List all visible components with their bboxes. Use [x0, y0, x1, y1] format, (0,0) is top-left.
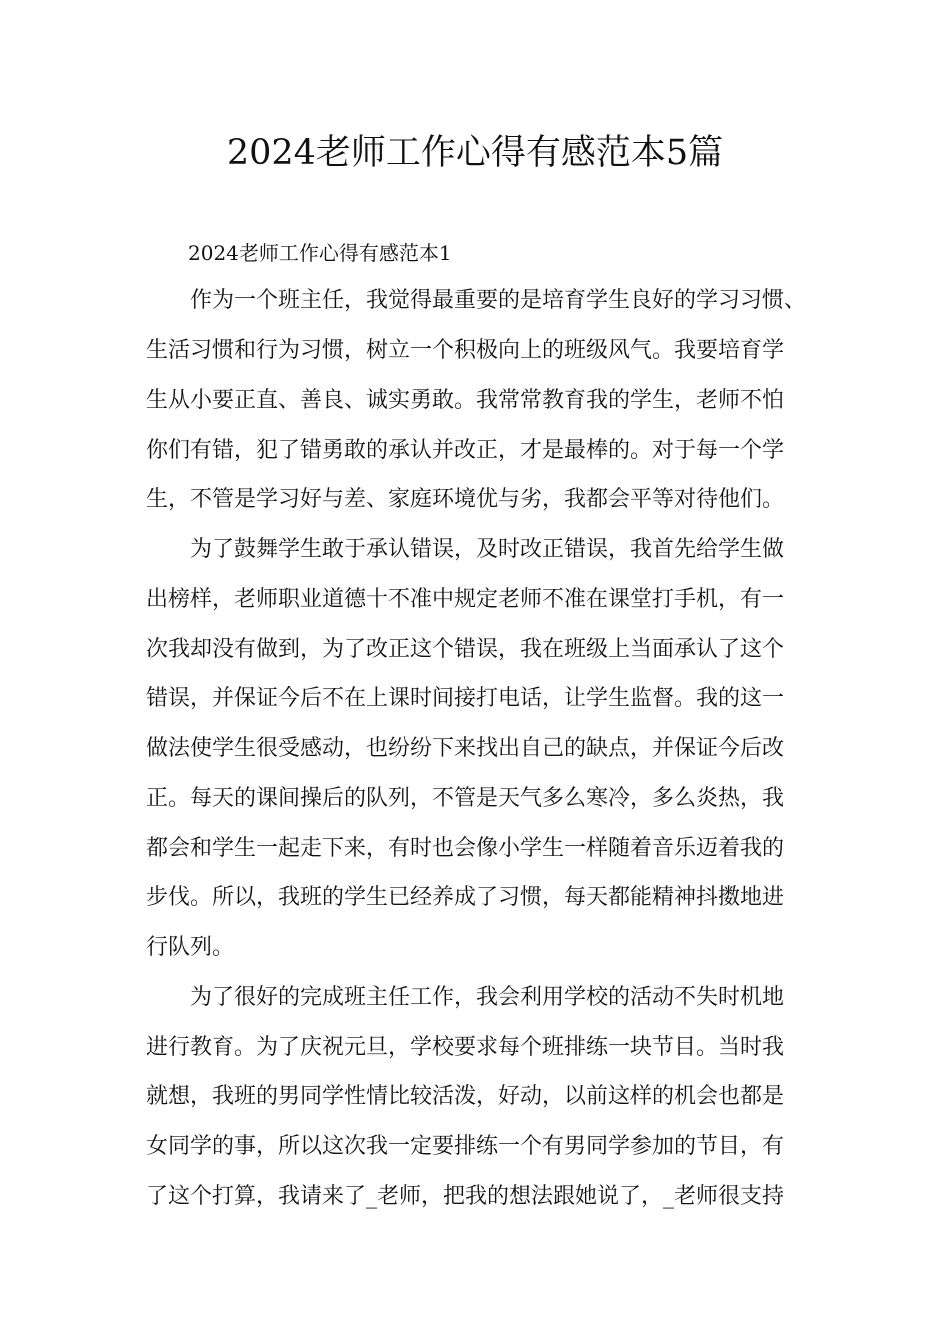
paragraph-line: 生从小要正直、善良、诚实勇敢。我常常教育我的学生，老师不怕: [146, 388, 785, 413]
section-heading: 2024老师工作心得有感范本1: [188, 241, 452, 265]
paragraph-line: 出榜样，老师职业道德十不准中规定老师不准在课堂打手机，有一: [146, 587, 785, 612]
paragraph-line: 为了鼓舞学生敢于承认错误，及时改正错误，我首先给学生做: [190, 537, 785, 562]
paragraph-line: 次我却没有做到，为了改正这个错误，我在班级上当面承认了这个: [146, 637, 785, 662]
paragraph-line: 行队列。: [146, 935, 235, 960]
paragraph-line: 你们有错，犯了错勇敢的承认并改正，才是最棒的。对于每一个学: [146, 438, 785, 463]
paragraph-line: 为了很好的完成班主任工作，我会利用学校的活动不失时机地: [190, 985, 785, 1010]
paragraph-line: 了这个打算，我请来了_老师，把我的想法跟她说了，_老师很支持: [146, 1184, 785, 1209]
paragraph-line: 正。每天的课间操后的队列，不管是天气多么寒冷，多么炎热，我: [146, 786, 785, 811]
document-title: 2024老师工作心得有感范本5篇: [226, 133, 724, 173]
paragraph-line: 作为一个班主任，我觉得最重要的是培育学生良好的学习习惯、: [190, 288, 807, 313]
paragraph-line: 生，不管是学习好与差、家庭环境优与劣，我都会平等对待他们。: [146, 487, 785, 512]
paragraph-line: 就想，我班的男同学性情比较活泼，好动，以前这样的机会也都是: [146, 1084, 785, 1109]
paragraph-line: 生活习惯和行为习惯，树立一个积极向上的班级风气。我要培育学: [146, 338, 785, 363]
paragraph-line: 做法使学生很受感动，也纷纷下来找出自己的缺点，并保证今后改: [146, 736, 785, 761]
paragraph-line: 步伐。所以，我班的学生已经养成了习惯，每天都能精神抖擞地进: [146, 885, 785, 910]
paragraph-line: 女同学的事，所以这次我一定要排练一个有男同学参加的节目，有: [146, 1134, 785, 1159]
paragraph-line: 错误，并保证今后不在上课时间接打电话，让学生监督。我的这一: [146, 686, 785, 711]
paragraph-line: 进行教育。为了庆祝元旦，学校要求每个班排练一块节目。当时我: [146, 1035, 785, 1060]
paragraph-line: 都会和学生一起走下来，有时也会像小学生一样随着音乐迈着我的: [146, 836, 785, 861]
